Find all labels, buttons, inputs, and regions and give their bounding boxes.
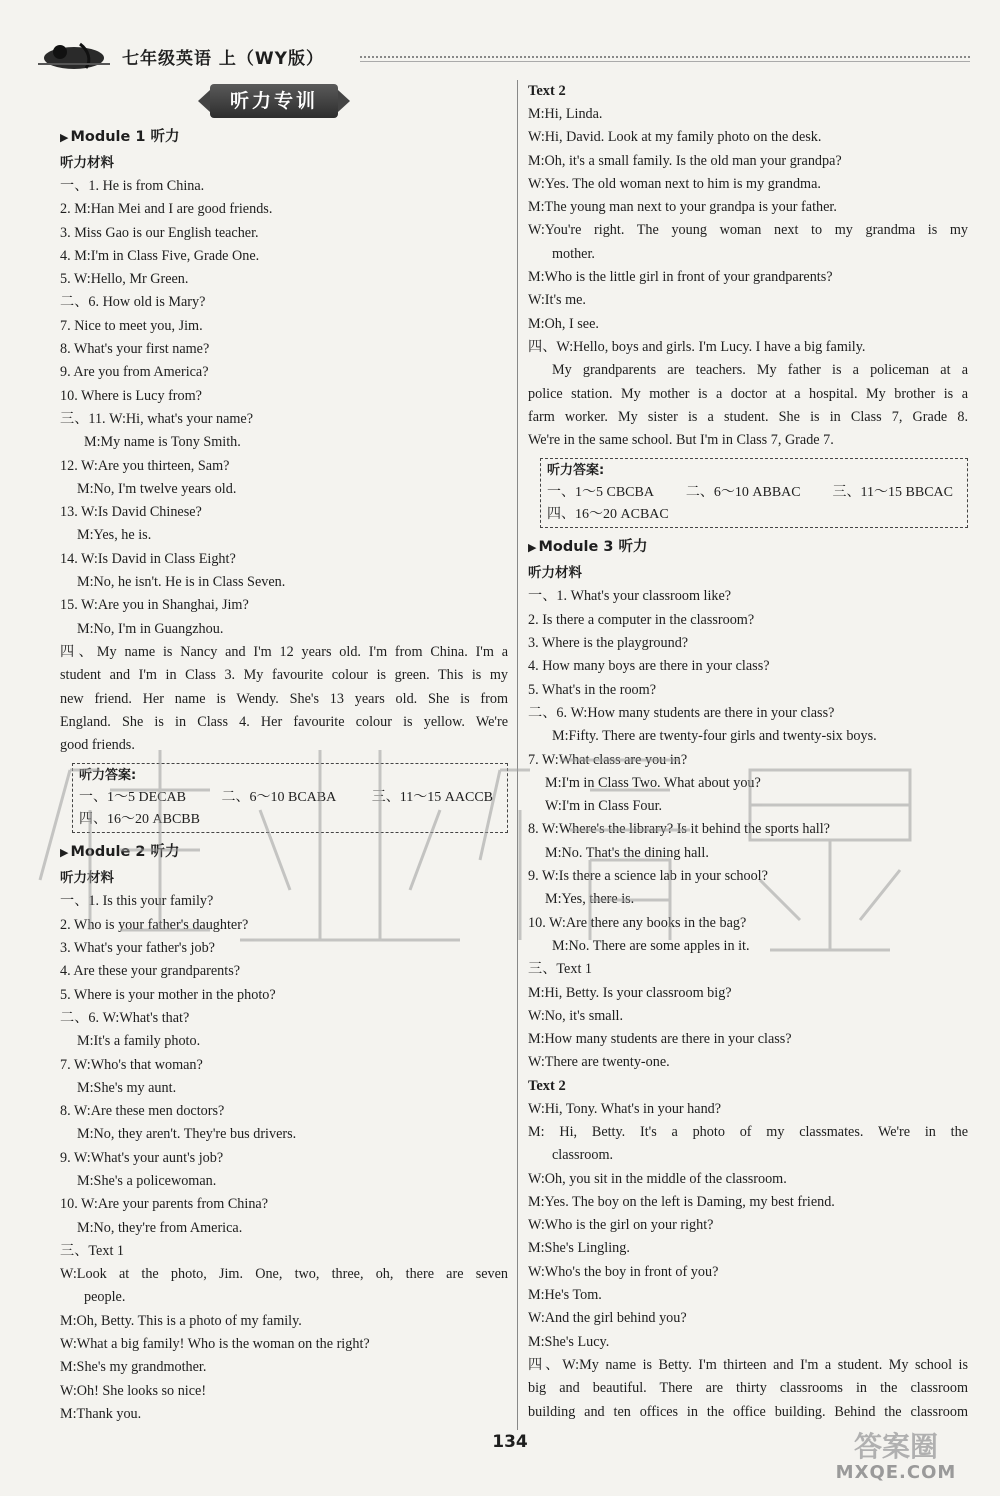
text-line: M:She's my aunt. [77,1079,177,1096]
header-rule [360,56,970,58]
text-line: 14. W:Is David in Class Eight? [60,550,236,567]
text-line: M:Fifty. There are twenty-four girls and twenty-six boys. [552,728,877,745]
answer-group: 二、6～10 BCABA [221,790,337,806]
text-line: M:My name is Tony Smith. [84,434,241,451]
text-line: England. She is in Class 4. Her favourite colour is yellow. We're [60,713,508,730]
text-line: M:Who is the little girl in front of your grandparents? [528,269,833,286]
text-line: 5. W:Hello, Mr Green. [60,271,189,288]
module-heading [528,534,968,561]
text-line: M:Oh, I see. [528,315,599,332]
right-column-body [528,80,968,1424]
text-line: M:Yes. The boy on the left is Daming, my best friend. [528,1193,835,1210]
text-line: M:He's Tom. [528,1287,602,1304]
answer-row [79,809,501,831]
text-line: M:It's a family photo. [77,1033,201,1050]
text-line: new friend. Her name is Wendy. She's 13 years old. She is from [60,690,508,707]
text-line: 10. W:Are your parents from China? [60,1196,269,1213]
text-line: W:Hi, David. Look at my family photo on the desk. [528,129,822,146]
text-line: 8. What's your first name? [60,341,210,358]
text-line: 三、Text 1 [528,961,593,978]
text-heading: Text 2 [528,1077,566,1094]
text-line: 一、1. He is from China. [60,178,205,194]
answer-box [72,763,508,833]
text-line: 7. W:What class are you in? [528,751,688,768]
text-line: My grandparents are teachers. My father is a policeman at a [552,362,968,379]
text-line: mother. [552,245,595,262]
left-column-body [60,124,508,1426]
text-line: We're in the same school. But I'm in Class 7, Grade 7. [528,432,834,449]
answer-group: 四、16～20 ACBAC [547,507,669,523]
text-line: M:Oh, Betty. This is a photo of my family. [60,1312,302,1329]
text-line: M:She's Lingling. [528,1240,630,1257]
text-line: M:How many students are there in your class? [528,1031,792,1048]
text-line: 二、6. W:What's that? [60,1009,190,1026]
text-line: M:Yes, he is. [77,527,152,544]
answer-group: 一、1～5 CBCBA [547,485,654,501]
text-line: 一、1. What's your classroom like? [528,588,732,605]
text-line: 10. Where is Lucy from? [60,387,202,404]
text-line: building and ten offices in the office building. Behind the classroom [528,1403,968,1420]
text-line: M:Thank you. [60,1405,142,1422]
text-line: M:No, I'm in Guangzhou. [77,620,224,637]
text-line: W:And the girl behind you? [528,1310,687,1327]
answer-box-heading: 听力答案: [79,768,137,784]
text-line: 13. W:Is David Chinese? [60,504,202,521]
section-subheading: 听力材料 [528,565,582,582]
column-divider [517,80,518,1430]
text-line: W:No, it's small. [528,1007,624,1024]
text-line: 5. Where is your mother in the photo? [60,986,276,1003]
module-heading-text: Module 1 听力 [70,129,180,145]
text-line: W:Oh, you sit in the middle of the classroom. [528,1170,787,1187]
text-line: 三、11. W:Hi, what's your name? [60,410,253,427]
text-line: 3. What's your father's job? [60,940,215,957]
left-column [60,80,508,1426]
text-line: 8. W:Are these men doctors? [60,1103,225,1120]
section-subheading: 听力材料 [60,870,114,887]
text-line: M: Hi, Betty. It's a photo of my classmates. We're in the [528,1123,968,1140]
text-line: 12. W:Are you thirteen, Sam? [60,457,230,474]
text-line: W:Oh! She looks so nice! [60,1382,207,1399]
text-line: good friends. [60,737,135,754]
text-line: classroom. [552,1147,614,1164]
text-line: M:Yes, there is. [545,891,635,908]
text-line: 15. W:Are you in Shanghai, Jim? [60,597,249,614]
text-line: W:I'm in Class Four. [545,798,663,815]
answer-row [547,504,961,526]
text-line: W:Who's the boy in front of you? [528,1263,719,1280]
text-heading: Text 2 [528,83,566,99]
text-line: M:No, they're from America. [77,1219,243,1236]
answer-box-heading: 听力答案: [547,463,605,479]
text-line: M:She's my grandmother. [60,1359,207,1376]
text-line: 2. M:Han Mei and I are good friends. [60,201,273,218]
page-title-banner [210,84,338,118]
text-line: M:No. That's the dining hall. [545,844,709,861]
triangle-bullet-icon: ▶ [528,541,537,555]
triangle-bullet-icon: ▶ [60,846,69,860]
page-number: 134 [492,1432,528,1452]
text-line: 2. Who is your father's daughter? [60,916,249,933]
module-heading [60,124,508,151]
header-title: 七年级英语 上（WY版） [122,49,324,69]
text-line: M:No, I'm twelve years old. [77,480,237,497]
section-subheading: 听力材料 [60,155,114,171]
text-line: W:Who is the girl on your right? [528,1217,714,1234]
text-line: big and beautiful. There are thirty classrooms in the classroom [528,1380,968,1397]
answer-box [540,458,968,528]
text-line: M:Oh, it's a small family. Is the old man your grandpa? [528,152,842,169]
text-line: W:There are twenty-one. [528,1054,670,1071]
text-line: farm worker. My sister is a student. She is in Class 7, Grade 8. [528,408,968,425]
text-line: 二、6. How old is Mary? [60,294,206,311]
text-line: W:Yes. The old woman next to him is my grandma. [528,175,821,192]
text-line: W:You're right. The young woman next to my grandma is my [528,222,968,239]
text-line: 一、1. Is this your family? [60,893,214,910]
text-line: W:It's me. [528,292,586,309]
page-header [30,38,970,74]
text-line: M:No, they aren't. They're bus drivers. [77,1126,297,1143]
text-line: 三、Text 1 [60,1242,125,1259]
text-line: 9. W:Is there a science lab in your school? [528,868,768,885]
text-line: M:Hi, Betty. Is your classroom big? [528,984,732,1001]
answer-group: 四、16～20 ABCBB [79,812,200,828]
publisher-logo-icon [30,40,120,72]
text-line: W:Look at the photo, Jim. One, two, three, oh, there are seven [60,1266,508,1283]
text-line: 3. Miss Gao is our English teacher. [60,224,259,241]
answer-row [547,482,961,504]
module-heading-text: Module 2 听力 [70,844,180,861]
text-line: 四、W:My name is Betty. I'm thirteen and I'm a student. My school is [528,1356,968,1373]
module-heading-text: Module 3 听力 [538,539,648,556]
text-line: 3. Where is the playground? [528,635,689,652]
text-line: M:No. There are some apples in it. [552,937,750,954]
text-line: 8. W:Where's the library? Is it behind the sports hall? [528,821,830,838]
text-line: 2. Is there a computer in the classroom? [528,611,755,628]
text-line: 7. Nice to meet you, Jim. [60,317,203,334]
text-line: 7. W:Who's that woman? [60,1056,203,1073]
header-rule-solid [360,61,970,62]
text-line: 10. W:Are there any books in the bag? [528,914,747,931]
text-line: M:Hi, Linda. [528,106,603,122]
answer-group: 三、11～15 BBCAC [832,485,953,501]
module-heading [60,839,508,866]
text-line: M:She's Lucy. [528,1333,610,1350]
text-line: 四、W:Hello, boys and girls. I'm Lucy. I have a big family. [528,338,866,355]
answer-group: 二、6～10 ABBAC [685,485,801,501]
text-line: 9. Are you from America? [60,364,209,381]
text-line: 5. What's in the room? [528,681,656,698]
text-line: police station. My mother is a doctor at a hospital. My brother is a [528,385,968,402]
triangle-bullet-icon: ▶ [60,131,69,144]
watermark-title: 答案圈 [853,1430,938,1463]
text-line: M:She's a policewoman. [77,1172,217,1189]
text-line: 4. M:I'm in Class Five, Grade One. [60,247,260,264]
text-line: 二、6. W:How many students are there in your class? [528,704,835,721]
text-line: student and I'm in Class 3. My favourite colour is green. This is my [60,667,508,684]
text-line: 四、My name is Nancy and I'm 12 years old. I'm from China. I'm a [60,643,508,660]
text-line: M:No, he isn't. He is in Class Seven. [77,574,286,591]
text-line: M:The young man next to your grandpa is your father. [528,199,837,216]
watermark-url: MXQE.COM [835,1462,957,1483]
text-line: 9. W:What's your aunt's job? [60,1149,224,1166]
page-title: 听力专训 [229,90,318,112]
text-line: M:I'm in Class Two. What about you? [545,774,761,791]
text-line: people. [84,1289,126,1306]
text-line: 4. How many boys are there in your class? [528,658,770,675]
text-line: W:Hi, Tony. What's in your hand? [528,1100,722,1117]
site-watermark [810,1432,982,1486]
text-line: W:What a big family! Who is the woman on the right? [60,1336,370,1353]
right-column [528,80,968,1424]
answer-row [79,787,501,809]
text-line: 4. Are these your grandparents? [60,963,241,980]
answer-group: 三、11～15 AACCB [371,790,493,806]
answer-group: 一、1～5 DECAB [79,790,186,806]
